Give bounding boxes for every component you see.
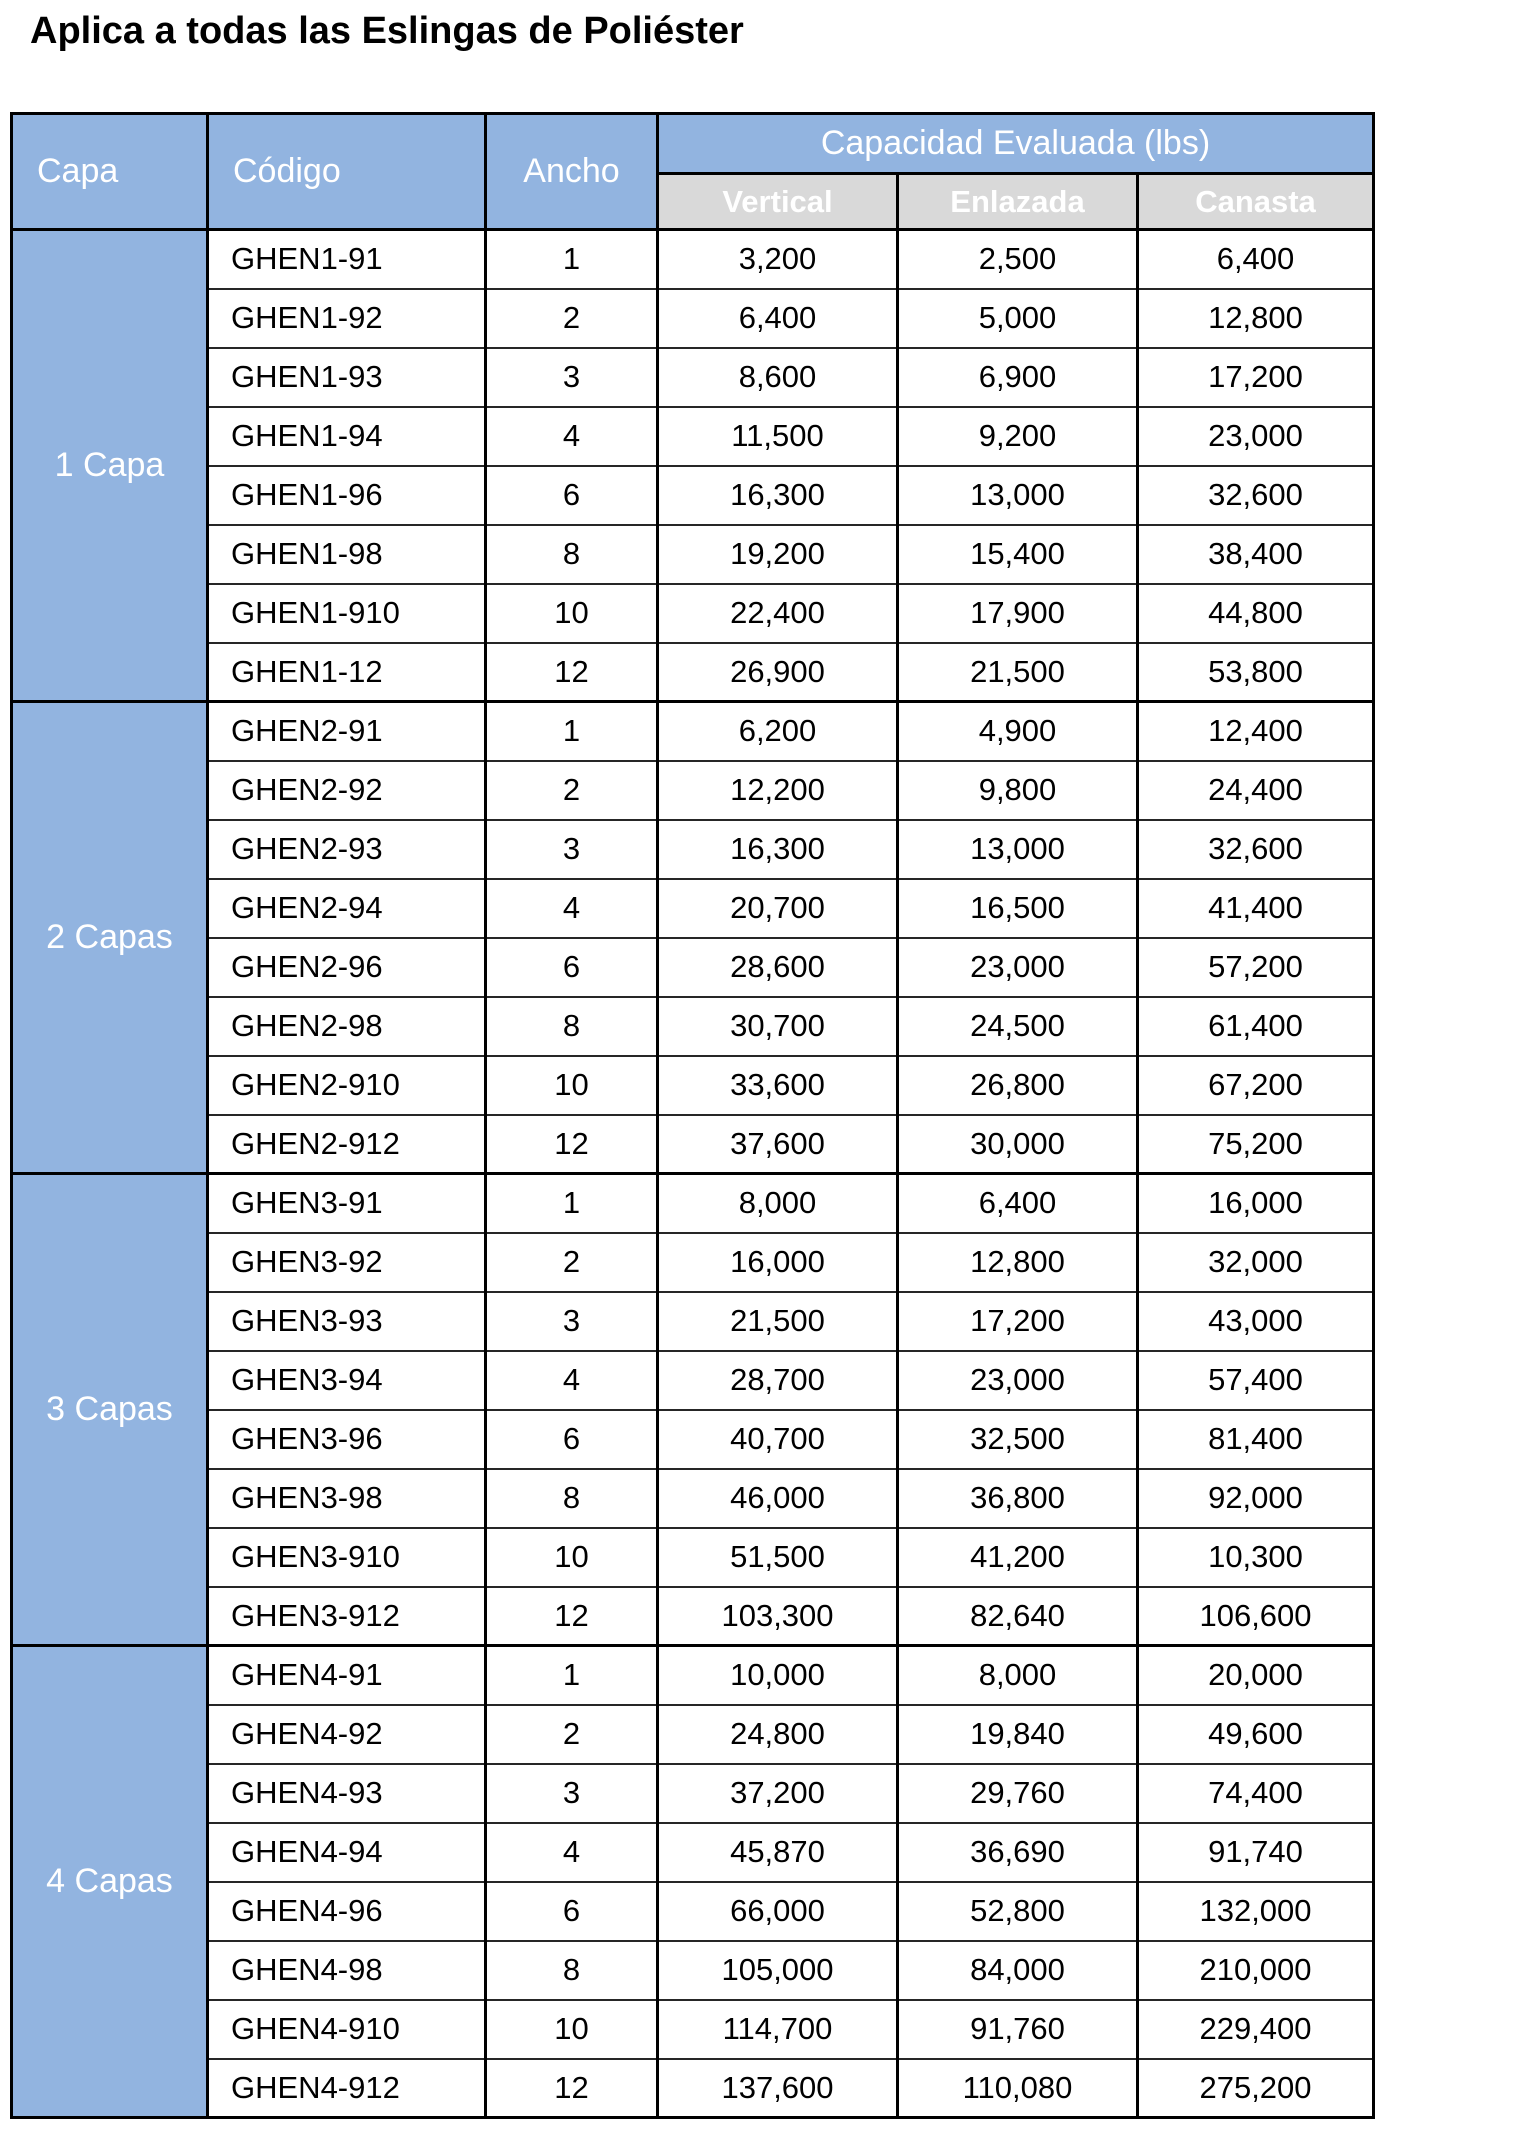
cell-canasta: 57,200 [1138, 938, 1374, 997]
subcolumn-header-vertical: Vertical [658, 174, 898, 230]
table-row [12, 1587, 1374, 1646]
cell-ancho: 4 [486, 879, 658, 938]
cell-ancho: 4 [486, 1351, 658, 1410]
cell-vertical: 19,200 [658, 525, 898, 584]
cell-vertical: 137,600 [658, 2059, 898, 2118]
page-title: Aplica a todas las Eslingas de Poliéster [30, 10, 744, 52]
cell-enlazada: 15,400 [898, 525, 1138, 584]
cell-canasta: 12,400 [1138, 702, 1374, 761]
cell-enlazada: 13,000 [898, 820, 1138, 879]
table-row [12, 1823, 1374, 1882]
cell-canasta: 20,000 [1138, 1646, 1374, 1705]
cell-enlazada: 23,000 [898, 1351, 1138, 1410]
cell-ancho: 6 [486, 1882, 658, 1941]
cell-enlazada: 8,000 [898, 1646, 1138, 1705]
cell-enlazada: 82,640 [898, 1587, 1138, 1646]
cell-codigo: GHEN1-98 [208, 525, 486, 584]
table-row [12, 407, 1374, 466]
cell-enlazada: 17,200 [898, 1292, 1138, 1351]
table-row [12, 230, 1374, 289]
table-row [12, 997, 1374, 1056]
cell-enlazada: 5,000 [898, 289, 1138, 348]
cell-canasta: 16,000 [1138, 1174, 1374, 1233]
cell-codigo: GHEN1-910 [208, 584, 486, 643]
cell-ancho: 4 [486, 1823, 658, 1882]
cell-canasta: 91,740 [1138, 1823, 1374, 1882]
cell-ancho: 10 [486, 1056, 658, 1115]
cell-enlazada: 41,200 [898, 1528, 1138, 1587]
cell-enlazada: 6,900 [898, 348, 1138, 407]
cell-ancho: 3 [486, 348, 658, 407]
cell-canasta: 92,000 [1138, 1469, 1374, 1528]
table-row [12, 1469, 1374, 1528]
cell-vertical: 21,500 [658, 1292, 898, 1351]
table-row [12, 466, 1374, 525]
cell-vertical: 6,200 [658, 702, 898, 761]
table-row [12, 584, 1374, 643]
cell-vertical: 16,300 [658, 466, 898, 525]
group-label: 3 Capas [12, 1174, 208, 1646]
cell-enlazada: 32,500 [898, 1410, 1138, 1469]
cell-codigo: GHEN2-98 [208, 997, 486, 1056]
table-row [12, 1764, 1374, 1823]
cell-codigo: GHEN4-912 [208, 2059, 486, 2118]
cell-canasta: 32,000 [1138, 1233, 1374, 1292]
cell-ancho: 6 [486, 466, 658, 525]
cell-enlazada: 52,800 [898, 1882, 1138, 1941]
cell-vertical: 10,000 [658, 1646, 898, 1705]
cell-enlazada: 19,840 [898, 1705, 1138, 1764]
cell-vertical: 26,900 [658, 643, 898, 702]
cell-canasta: 57,400 [1138, 1351, 1374, 1410]
cell-enlazada: 24,500 [898, 997, 1138, 1056]
cell-vertical: 16,300 [658, 820, 898, 879]
cell-ancho: 8 [486, 1469, 658, 1528]
cell-codigo: GHEN2-94 [208, 879, 486, 938]
table-row [12, 702, 1374, 761]
cell-ancho: 10 [486, 1528, 658, 1587]
cell-vertical: 51,500 [658, 1528, 898, 1587]
cell-enlazada: 2,500 [898, 230, 1138, 289]
cell-vertical: 66,000 [658, 1882, 898, 1941]
cell-ancho: 3 [486, 820, 658, 879]
cell-enlazada: 9,800 [898, 761, 1138, 820]
cell-canasta: 229,400 [1138, 2000, 1374, 2059]
cell-enlazada: 110,080 [898, 2059, 1138, 2118]
cell-codigo: GHEN3-912 [208, 1587, 486, 1646]
cell-ancho: 3 [486, 1764, 658, 1823]
cell-codigo: GHEN4-94 [208, 1823, 486, 1882]
cell-enlazada: 26,800 [898, 1056, 1138, 1115]
cell-vertical: 28,600 [658, 938, 898, 997]
cell-canasta: 6,400 [1138, 230, 1374, 289]
table-row [12, 1233, 1374, 1292]
cell-enlazada: 30,000 [898, 1115, 1138, 1174]
cell-vertical: 11,500 [658, 407, 898, 466]
cell-enlazada: 91,760 [898, 2000, 1138, 2059]
table-row [12, 1410, 1374, 1469]
cell-canasta: 106,600 [1138, 1587, 1374, 1646]
table-row [12, 1528, 1374, 1587]
table-row [12, 879, 1374, 938]
cell-ancho: 6 [486, 938, 658, 997]
table-row [12, 1941, 1374, 2000]
cell-canasta: 24,400 [1138, 761, 1374, 820]
cell-vertical: 103,300 [658, 1587, 898, 1646]
cell-codigo: GHEN1-93 [208, 348, 486, 407]
table-row [12, 1115, 1374, 1174]
table-body [12, 230, 1374, 2118]
cell-ancho: 8 [486, 525, 658, 584]
column-header-capa: Capa [12, 114, 208, 230]
cell-ancho: 1 [486, 1174, 658, 1233]
table-row [12, 1646, 1374, 1705]
cell-ancho: 1 [486, 702, 658, 761]
table-row [12, 1174, 1374, 1233]
cell-vertical: 20,700 [658, 879, 898, 938]
cell-canasta: 44,800 [1138, 584, 1374, 643]
cell-enlazada: 36,690 [898, 1823, 1138, 1882]
cell-vertical: 8,600 [658, 348, 898, 407]
cell-canasta: 61,400 [1138, 997, 1374, 1056]
group-label: 4 Capas [12, 1646, 208, 2118]
cell-codigo: GHEN1-92 [208, 289, 486, 348]
cell-enlazada: 29,760 [898, 1764, 1138, 1823]
cell-vertical: 105,000 [658, 1941, 898, 2000]
cell-ancho: 4 [486, 407, 658, 466]
cell-ancho: 2 [486, 1233, 658, 1292]
cell-codigo: GHEN3-96 [208, 1410, 486, 1469]
subcolumn-header-enlazada: Enlazada [898, 174, 1138, 230]
cell-canasta: 81,400 [1138, 1410, 1374, 1469]
cell-codigo: GHEN4-910 [208, 2000, 486, 2059]
cell-vertical: 22,400 [658, 584, 898, 643]
cell-ancho: 2 [486, 1705, 658, 1764]
cell-codigo: GHEN4-98 [208, 1941, 486, 2000]
cell-codigo: GHEN3-94 [208, 1351, 486, 1410]
cell-canasta: 32,600 [1138, 820, 1374, 879]
cell-codigo: GHEN1-91 [208, 230, 486, 289]
cell-ancho: 2 [486, 761, 658, 820]
cell-ancho: 8 [486, 997, 658, 1056]
cell-vertical: 6,400 [658, 289, 898, 348]
cell-enlazada: 12,800 [898, 1233, 1138, 1292]
cell-ancho: 10 [486, 584, 658, 643]
cell-codigo: GHEN4-91 [208, 1646, 486, 1705]
cell-ancho: 10 [486, 2000, 658, 2059]
cell-canasta: 53,800 [1138, 643, 1374, 702]
table-row [12, 938, 1374, 997]
cell-vertical: 45,870 [658, 1823, 898, 1882]
column-header-capacidad: Capacidad Evaluada (lbs) [658, 114, 1374, 174]
cell-canasta: 132,000 [1138, 1882, 1374, 1941]
cell-enlazada: 36,800 [898, 1469, 1138, 1528]
cell-vertical: 24,800 [658, 1705, 898, 1764]
cell-enlazada: 16,500 [898, 879, 1138, 938]
cell-enlazada: 84,000 [898, 1941, 1138, 2000]
cell-vertical: 3,200 [658, 230, 898, 289]
group-label: 2 Capas [12, 702, 208, 1174]
cell-codigo: GHEN2-92 [208, 761, 486, 820]
cell-ancho: 12 [486, 643, 658, 702]
cell-codigo: GHEN2-912 [208, 1115, 486, 1174]
cell-codigo: GHEN3-910 [208, 1528, 486, 1587]
cell-codigo: GHEN3-93 [208, 1292, 486, 1351]
cell-vertical: 40,700 [658, 1410, 898, 1469]
cell-vertical: 37,600 [658, 1115, 898, 1174]
table-row [12, 1351, 1374, 1410]
cell-enlazada: 6,400 [898, 1174, 1138, 1233]
cell-canasta: 49,600 [1138, 1705, 1374, 1764]
cell-canasta: 10,300 [1138, 1528, 1374, 1587]
cell-codigo: GHEN1-96 [208, 466, 486, 525]
cell-canasta: 210,000 [1138, 1941, 1374, 2000]
cell-codigo: GHEN2-93 [208, 820, 486, 879]
cell-ancho: 12 [486, 1587, 658, 1646]
cell-vertical: 12,200 [658, 761, 898, 820]
table-row [12, 1056, 1374, 1115]
table-row [12, 2000, 1374, 2059]
cell-canasta: 32,600 [1138, 466, 1374, 525]
cell-ancho: 8 [486, 1941, 658, 2000]
cell-vertical: 16,000 [658, 1233, 898, 1292]
cell-canasta: 74,400 [1138, 1764, 1374, 1823]
cell-ancho: 3 [486, 1292, 658, 1351]
cell-canasta: 38,400 [1138, 525, 1374, 584]
table-row [12, 820, 1374, 879]
capacity-table [10, 112, 1375, 2119]
cell-codigo: GHEN1-12 [208, 643, 486, 702]
cell-vertical: 114,700 [658, 2000, 898, 2059]
cell-vertical: 28,700 [658, 1351, 898, 1410]
table-row [12, 289, 1374, 348]
cell-codigo: GHEN2-96 [208, 938, 486, 997]
cell-vertical: 8,000 [658, 1174, 898, 1233]
cell-enlazada: 21,500 [898, 643, 1138, 702]
cell-codigo: GHEN3-98 [208, 1469, 486, 1528]
cell-canasta: 23,000 [1138, 407, 1374, 466]
cell-codigo: GHEN3-91 [208, 1174, 486, 1233]
table-row [12, 1292, 1374, 1351]
cell-codigo: GHEN4-93 [208, 1764, 486, 1823]
cell-enlazada: 17,900 [898, 584, 1138, 643]
cell-canasta: 41,400 [1138, 879, 1374, 938]
subcolumn-header-canasta: Canasta [1138, 174, 1374, 230]
cell-vertical: 46,000 [658, 1469, 898, 1528]
cell-enlazada: 9,200 [898, 407, 1138, 466]
cell-codigo: GHEN1-94 [208, 407, 486, 466]
cell-codigo: GHEN4-92 [208, 1705, 486, 1764]
cell-canasta: 12,800 [1138, 289, 1374, 348]
cell-vertical: 30,700 [658, 997, 898, 1056]
cell-canasta: 17,200 [1138, 348, 1374, 407]
table-row [12, 761, 1374, 820]
cell-vertical: 33,600 [658, 1056, 898, 1115]
cell-enlazada: 4,900 [898, 702, 1138, 761]
cell-canasta: 43,000 [1138, 1292, 1374, 1351]
cell-ancho: 2 [486, 289, 658, 348]
cell-ancho: 12 [486, 2059, 658, 2118]
cell-canasta: 75,200 [1138, 1115, 1374, 1174]
table-row [12, 1705, 1374, 1764]
cell-codigo: GHEN2-910 [208, 1056, 486, 1115]
table-row [12, 2059, 1374, 2118]
cell-codigo: GHEN3-92 [208, 1233, 486, 1292]
table-row [12, 643, 1374, 702]
table-row [12, 1882, 1374, 1941]
column-header-ancho: Ancho [486, 114, 658, 230]
cell-canasta: 67,200 [1138, 1056, 1374, 1115]
group-label: 1 Capa [12, 230, 208, 702]
cell-enlazada: 23,000 [898, 938, 1138, 997]
cell-ancho: 1 [486, 230, 658, 289]
cell-canasta: 275,200 [1138, 2059, 1374, 2118]
cell-codigo: GHEN2-91 [208, 702, 486, 761]
table-row [12, 348, 1374, 407]
cell-codigo: GHEN4-96 [208, 1882, 486, 1941]
cell-vertical: 37,200 [658, 1764, 898, 1823]
cell-ancho: 1 [486, 1646, 658, 1705]
cell-ancho: 12 [486, 1115, 658, 1174]
cell-enlazada: 13,000 [898, 466, 1138, 525]
cell-ancho: 6 [486, 1410, 658, 1469]
column-header-codigo: Código [208, 114, 486, 230]
table-row [12, 525, 1374, 584]
